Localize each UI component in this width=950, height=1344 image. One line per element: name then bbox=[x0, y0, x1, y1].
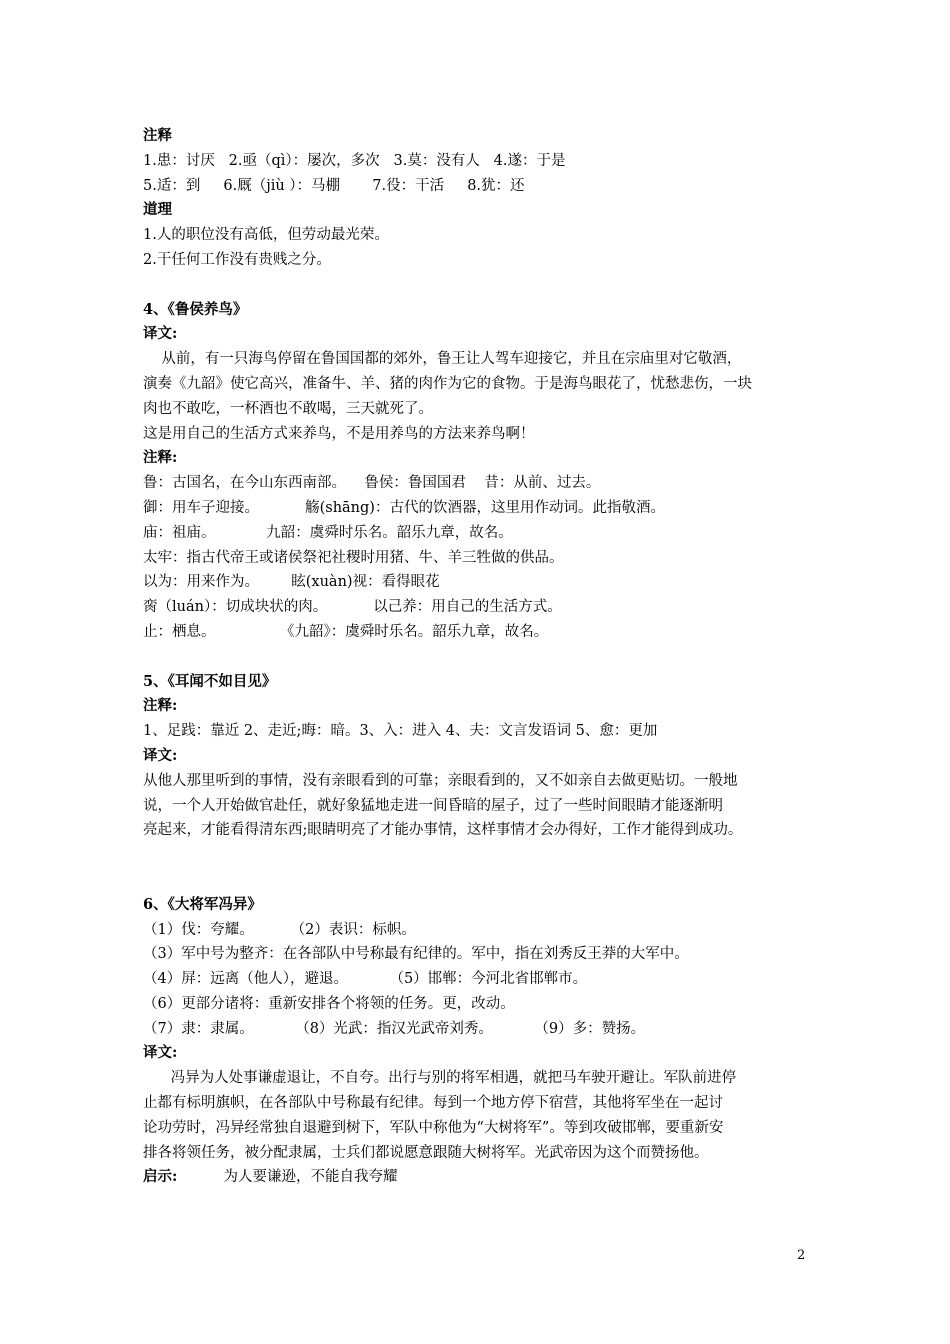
s5-translation-line: 说，一个人开始做官赴任，就好象猛地走进一间昏暗的屋子，过了一些时间眼睛才能逐渐明 bbox=[143, 797, 723, 814]
s4-translation-line: 演奏《九韶》使它高兴，准备牛、羊、猪的肉作为它的食物。于是海鸟眼花了，忧愁悲伤，一块 bbox=[143, 375, 752, 392]
s4-translation-line: 肉也不敢吃，一杯酒也不敢喝，三天就死了。 bbox=[143, 400, 433, 417]
s6-note-line: （3）军中号为整齐：在各部队中号称最有纪律的。军中，指在刘秀反王莽的大军中。 bbox=[143, 946, 689, 963]
s4-note-line: 以为：用来作为。 眩(xuàn)视：看得眼花 bbox=[143, 574, 440, 591]
s4-note-line: 太牢：指古代帝王或诸侯祭祀社稷时用猪、牛、羊三牲做的供品。 bbox=[143, 549, 564, 566]
s6-insight-text: 为人要谦逊，不能自我夸耀 bbox=[177, 1169, 398, 1186]
s5-translation-heading: 译文: bbox=[143, 746, 178, 764]
s6-note-line: （7）隶：隶属。 （8）光武：指汉光武帝刘秀。 （9）多：赞扬。 bbox=[143, 1020, 646, 1037]
s4-notes-heading: 注释: bbox=[143, 449, 178, 467]
s6-insight-line bbox=[143, 1165, 823, 1190]
document-body bbox=[143, 124, 823, 1190]
s6-note-line: （1）伐：夸耀。 （2）表识：标帜。 bbox=[143, 921, 416, 938]
s4-note-line: 鲁：古国名，在今山东西南部。 鲁侯：鲁国国君 昔：从前、过去。 bbox=[143, 475, 601, 492]
s6-translation-heading: 译文: bbox=[143, 1044, 178, 1062]
s4-note-line: 止：栖息。 《九韶》：虞舜时乐名。韶乐九章，故名。 bbox=[143, 623, 549, 640]
s4-title: 4、《鲁侯养鸟》 bbox=[143, 300, 248, 318]
s4-translation-heading: 译文: bbox=[143, 325, 178, 343]
s6-translation-line: 论功劳时，冯异经常独自退避到树下，军队中称他为“大树将军”。等到攻破邯郸，要重新安 bbox=[143, 1119, 724, 1136]
s6-translation-line: 止都有标明旗帜，在各部队中号称最有纪律。每到一个地方停下宿营，其他将军坐在一起讨 bbox=[143, 1095, 723, 1112]
s3-notes-heading: 注释 bbox=[143, 127, 172, 144]
s3-lesson-heading: 道理 bbox=[143, 201, 172, 219]
s4-translation-line: 这是用自己的生活方式来养鸟，不是用养鸟的方法来养鸟啊！ bbox=[143, 425, 535, 442]
s6-translation-line: 冯异为人处事谦虚退让，不自夸。出行与别的将军相遇，就把马车驶开避让。军队前进停 bbox=[143, 1070, 737, 1087]
s6-note-line: （4）屏：远离（他人），避退。 （5）邯郸：今河北省邯郸市。 bbox=[143, 971, 588, 988]
s3-note-line: 1.患：讨厌 2.亟（qì）：屡次，多次 3.莫：没有人 4.遂：于是 bbox=[143, 152, 566, 169]
s4-translation-line: 从前，有一只海鸟停留在鲁国国都的郊外，鲁王让人驾车迎接它，并且在宗庙里对它敬酒， bbox=[143, 351, 742, 368]
s5-note-line: 1、足践：靠近 2、走近;晦：暗。3、入：进入 4、夫：文言发语词 5、愈：更加 bbox=[143, 723, 658, 740]
s3-lesson-line: 1.人的职位没有高低，但劳动最光荣。 bbox=[143, 227, 389, 244]
s6-title: 6、《大将军冯异》 bbox=[143, 895, 262, 913]
s6-note-line: （6）更部分诸将：重新安排各个将领的任务。更，改动。 bbox=[143, 995, 515, 1012]
s5-notes-heading: 注释: bbox=[143, 697, 178, 715]
s4-note-line: 脔（luán）：切成块状的肉。 以己养：用自己的生活方式。 bbox=[143, 599, 562, 616]
s6-translation-line: 排各将领任务，被分配隶属，士兵们都说愿意跟随大树将军。光武帝因为这个而赞扬他。 bbox=[143, 1144, 709, 1161]
s3-lesson-line: 2.干任何工作没有贵贱之分。 bbox=[143, 251, 331, 268]
s5-title: 5、《耳闻不如目见》 bbox=[143, 672, 277, 690]
s3-note-line: 5.适：到 6.厩（jiù ）：马棚 7.役：干活 8.犹：还 bbox=[143, 177, 525, 194]
s6-insight-label: 启示: bbox=[143, 1168, 178, 1186]
s4-note-line: 御：用车子迎接。 觞(shāng)：古代的饮酒器，这里用作动词。此指敬酒。 bbox=[143, 499, 665, 516]
s5-translation-line: 从他人那里听到的事情，没有亲眼看到的可靠；亲眼看到的，又不如亲自去做更贴切。一般地 bbox=[143, 772, 738, 789]
s4-note-line: 庙：祖庙。 九韶：虞舜时乐名。韶乐九章，故名。 bbox=[143, 524, 513, 541]
s5-translation-line: 亮起来，才能看得清东西;眼睛明亮了才能办事情，这样事情才会办得好，工作才能得到成功。 bbox=[143, 822, 743, 839]
page-number: 2 bbox=[797, 1248, 806, 1263]
